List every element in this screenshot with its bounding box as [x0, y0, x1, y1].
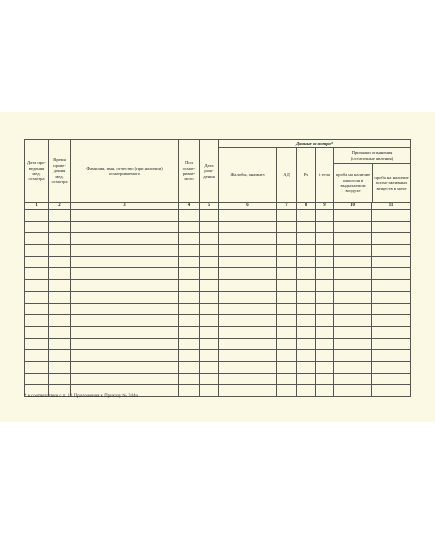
intoxication-subcolumns	[334, 164, 410, 202]
table-cell[interactable]	[200, 326, 219, 338]
col-6-header: Жалобы, анамнез	[219, 148, 277, 203]
table-cell[interactable]	[219, 256, 277, 268]
table-cell[interactable]	[372, 350, 411, 362]
table-cell[interactable]	[372, 291, 411, 303]
table-cell[interactable]	[277, 315, 297, 327]
table-cell[interactable]	[71, 256, 179, 268]
table-cell[interactable]	[316, 233, 334, 245]
col-num-6: 6	[219, 203, 277, 210]
table-cell[interactable]	[25, 291, 49, 303]
col-8-header: Ps	[297, 148, 316, 203]
table-cell[interactable]	[49, 315, 71, 327]
table-cell[interactable]	[25, 268, 49, 280]
table-cell[interactable]	[219, 385, 277, 397]
table-cell[interactable]	[219, 303, 277, 315]
table-cell[interactable]	[179, 245, 200, 257]
col-9-header: t тела	[316, 148, 334, 203]
table-row	[25, 361, 411, 373]
table-cell[interactable]	[200, 338, 219, 350]
table-cell[interactable]	[316, 361, 334, 373]
col-num-3: 3	[71, 203, 179, 210]
table-cell[interactable]	[297, 210, 316, 222]
table-cell[interactable]	[179, 350, 200, 362]
table-cell[interactable]	[71, 245, 179, 257]
table-cell[interactable]	[316, 338, 334, 350]
table-cell[interactable]	[179, 373, 200, 385]
table-cell[interactable]	[179, 221, 200, 233]
table-cell[interactable]	[219, 291, 277, 303]
intoxication-signs-header	[334, 148, 410, 164]
table-cell[interactable]	[277, 245, 297, 257]
table-cell[interactable]	[71, 268, 179, 280]
table-cell[interactable]	[25, 303, 49, 315]
table-row	[25, 315, 411, 327]
table-cell[interactable]	[372, 326, 411, 338]
table-cell[interactable]	[297, 373, 316, 385]
table-cell[interactable]	[49, 245, 71, 257]
table-cell[interactable]	[219, 315, 277, 327]
table-cell[interactable]	[372, 303, 411, 315]
table-cell[interactable]	[316, 245, 334, 257]
table-cell[interactable]	[372, 245, 411, 257]
table-cell[interactable]	[71, 338, 179, 350]
col-2-header: Время прове-дения мед. осмотра	[49, 140, 71, 203]
table-cell[interactable]	[219, 280, 277, 292]
table-cell[interactable]	[316, 315, 334, 327]
table-cell[interactable]	[219, 233, 277, 245]
table-cell[interactable]	[49, 338, 71, 350]
table-cell[interactable]	[277, 221, 297, 233]
col-5-header: Дата рож-дения	[200, 140, 219, 203]
table-cell[interactable]	[179, 268, 200, 280]
table-cell[interactable]	[179, 291, 200, 303]
table-cell[interactable]	[71, 373, 179, 385]
table-cell[interactable]	[200, 280, 219, 292]
table-cell[interactable]	[179, 210, 200, 222]
table-cell[interactable]	[49, 256, 71, 268]
table-cell[interactable]	[200, 256, 219, 268]
table-cell[interactable]	[334, 361, 372, 373]
table-cell[interactable]	[372, 315, 411, 327]
table-cell[interactable]	[49, 280, 71, 292]
table-cell[interactable]	[297, 385, 316, 397]
table-cell[interactable]	[200, 233, 219, 245]
table-cell[interactable]	[179, 385, 200, 397]
blank-rows	[25, 210, 411, 397]
table-cell[interactable]	[25, 326, 49, 338]
table-cell[interactable]	[200, 303, 219, 315]
table-cell[interactable]	[200, 245, 219, 257]
table-cell[interactable]	[179, 303, 200, 315]
table-cell[interactable]	[277, 268, 297, 280]
table-cell[interactable]	[71, 361, 179, 373]
table-cell[interactable]	[179, 233, 200, 245]
table-cell[interactable]	[277, 373, 297, 385]
table-cell[interactable]	[71, 221, 179, 233]
table-cell[interactable]	[316, 385, 334, 397]
table-row	[25, 280, 411, 292]
table-cell[interactable]	[372, 373, 411, 385]
table-cell[interactable]	[49, 291, 71, 303]
table-cell[interactable]	[297, 361, 316, 373]
table-cell[interactable]	[49, 373, 71, 385]
table-cell[interactable]	[316, 221, 334, 233]
table-row	[25, 338, 411, 350]
table-cell[interactable]	[277, 210, 297, 222]
table-cell[interactable]	[71, 326, 179, 338]
table-cell[interactable]	[200, 221, 219, 233]
table-cell[interactable]	[334, 326, 372, 338]
table-cell[interactable]	[372, 268, 411, 280]
table-cell[interactable]	[71, 315, 179, 327]
table-cell[interactable]	[372, 385, 411, 397]
table-row	[25, 210, 411, 222]
table-cell[interactable]	[49, 233, 71, 245]
table-cell[interactable]	[334, 245, 372, 257]
table-cell[interactable]	[316, 350, 334, 362]
col-num-4: 4	[179, 203, 200, 210]
table-cell[interactable]	[316, 256, 334, 268]
table-cell[interactable]	[219, 350, 277, 362]
col-num-10: 10	[334, 203, 372, 210]
table-cell[interactable]	[316, 280, 334, 292]
table-row	[25, 373, 411, 385]
table-row	[25, 326, 411, 338]
col-num-5: 5	[200, 203, 219, 210]
table-cell[interactable]	[179, 315, 200, 327]
table-cell[interactable]	[316, 303, 334, 315]
table-row	[25, 221, 411, 233]
table-cell[interactable]	[200, 210, 219, 222]
table-row	[25, 245, 411, 257]
table-row	[25, 291, 411, 303]
table-cell[interactable]	[277, 280, 297, 292]
table-cell[interactable]	[334, 303, 372, 315]
table-cell[interactable]	[277, 338, 297, 350]
table-cell[interactable]	[49, 221, 71, 233]
table-cell[interactable]	[277, 385, 297, 397]
col-4-header: Пол осмат-ривае-мого	[179, 140, 200, 203]
table-cell[interactable]	[25, 233, 49, 245]
table-cell[interactable]	[372, 280, 411, 292]
table-cell[interactable]	[334, 385, 372, 397]
table-cell[interactable]	[25, 338, 49, 350]
table-cell[interactable]	[334, 221, 372, 233]
table-cell[interactable]	[334, 315, 372, 327]
table-row	[25, 350, 411, 362]
exam-data-group-header: Данные осмотра*	[219, 140, 411, 148]
table-cell[interactable]	[334, 233, 372, 245]
table-cell[interactable]	[71, 233, 179, 245]
table-cell[interactable]	[277, 350, 297, 362]
table-cell[interactable]	[200, 373, 219, 385]
table-cell[interactable]	[372, 233, 411, 245]
table-cell[interactable]	[179, 280, 200, 292]
table-cell[interactable]	[316, 291, 334, 303]
table-cell[interactable]	[219, 268, 277, 280]
table-cell[interactable]	[219, 210, 277, 222]
table-cell[interactable]	[200, 361, 219, 373]
table-cell[interactable]	[297, 245, 316, 257]
table-cell[interactable]	[219, 245, 277, 257]
table-cell[interactable]	[334, 210, 372, 222]
table-cell[interactable]	[297, 268, 316, 280]
table-cell[interactable]	[25, 361, 49, 373]
table-cell[interactable]	[372, 361, 411, 373]
col-num-11: 11	[372, 203, 411, 210]
table-cell[interactable]	[334, 256, 372, 268]
intoxication-header-line1: Признаки опьянения	[351, 150, 393, 156]
table-cell[interactable]	[297, 233, 316, 245]
table-cell[interactable]	[219, 361, 277, 373]
table-cell[interactable]	[25, 350, 49, 362]
intoxication-header-line2: (остаточные явления)	[350, 155, 394, 161]
column-number-row	[25, 203, 411, 210]
table-cell[interactable]	[277, 303, 297, 315]
table-cell[interactable]	[179, 326, 200, 338]
table-cell[interactable]	[25, 256, 49, 268]
table-row	[25, 303, 411, 315]
col-num-2: 2	[49, 203, 71, 210]
table-cell[interactable]	[297, 221, 316, 233]
table-cell[interactable]	[25, 315, 49, 327]
table-row	[25, 268, 411, 280]
table-cell[interactable]	[219, 338, 277, 350]
table-cell[interactable]	[334, 373, 372, 385]
table-row	[25, 233, 411, 245]
table-cell[interactable]	[49, 268, 71, 280]
table-cell[interactable]	[200, 291, 219, 303]
table-cell[interactable]	[297, 350, 316, 362]
col-num-9: 9	[316, 203, 334, 210]
col-num-8: 8	[297, 203, 316, 210]
col-11-header: проба на наличие психо-активных веществ в моче	[374, 174, 409, 191]
col-num-1: 1	[25, 203, 49, 210]
table-cell[interactable]	[372, 338, 411, 350]
table-cell[interactable]	[334, 350, 372, 362]
table-cell[interactable]	[25, 245, 49, 257]
table-cell[interactable]	[219, 221, 277, 233]
table-cell[interactable]	[372, 221, 411, 233]
table-cell[interactable]	[179, 361, 200, 373]
table-cell[interactable]	[297, 315, 316, 327]
table-row	[25, 256, 411, 268]
table-cell[interactable]	[25, 373, 49, 385]
table-cell[interactable]	[316, 373, 334, 385]
table-cell[interactable]	[200, 315, 219, 327]
table-cell[interactable]	[179, 256, 200, 268]
table-cell[interactable]	[334, 291, 372, 303]
table-cell[interactable]	[277, 291, 297, 303]
table-cell[interactable]	[334, 280, 372, 292]
table-cell[interactable]	[372, 210, 411, 222]
table-cell[interactable]	[49, 361, 71, 373]
table-cell[interactable]	[49, 303, 71, 315]
col-7-header: АД	[277, 148, 297, 203]
table-cell[interactable]	[200, 385, 219, 397]
table-cell[interactable]	[71, 291, 179, 303]
table-cell[interactable]	[179, 338, 200, 350]
col-3-header: Фамилия, имя, отчество (при наличии) осматриваемого	[71, 140, 179, 203]
table-cell[interactable]	[372, 256, 411, 268]
table-cell[interactable]	[297, 280, 316, 292]
table-cell[interactable]	[277, 233, 297, 245]
table-cell[interactable]	[200, 268, 219, 280]
table-cell[interactable]	[71, 210, 179, 222]
col-1-header: Дата про-ведения мед. осмотра	[25, 140, 49, 203]
table-cell[interactable]	[277, 326, 297, 338]
table-cell[interactable]	[334, 268, 372, 280]
col-num-7: 7	[277, 203, 297, 210]
table-cell[interactable]	[25, 221, 49, 233]
table-cell[interactable]	[297, 291, 316, 303]
table-cell[interactable]	[277, 361, 297, 373]
table-cell[interactable]	[200, 350, 219, 362]
table-cell[interactable]	[297, 338, 316, 350]
table-cell[interactable]	[71, 303, 179, 315]
table-cell[interactable]	[219, 326, 277, 338]
intoxication-signs-group	[334, 148, 411, 203]
table-cell[interactable]	[219, 373, 277, 385]
table-cell[interactable]	[49, 210, 71, 222]
table-cell[interactable]	[316, 326, 334, 338]
table-cell[interactable]	[71, 350, 179, 362]
table-cell[interactable]	[49, 350, 71, 362]
col-10-header: проба на наличие алкоголя в выдыхаемом воздухе	[334, 164, 373, 202]
table-cell[interactable]	[49, 326, 71, 338]
table-cell[interactable]	[297, 326, 316, 338]
table-cell[interactable]	[297, 256, 316, 268]
table-cell[interactable]	[334, 338, 372, 350]
table-cell[interactable]	[297, 303, 316, 315]
table-cell[interactable]	[316, 268, 334, 280]
table-cell[interactable]	[277, 256, 297, 268]
footnote: * в соответствии с п. 12 Приложения к Приказу № 344н	[24, 394, 138, 399]
table-cell[interactable]	[25, 210, 49, 222]
table-cell[interactable]	[25, 280, 49, 292]
table-cell[interactable]	[71, 280, 179, 292]
table-cell[interactable]	[316, 210, 334, 222]
medical-exam-log-table	[24, 139, 411, 397]
